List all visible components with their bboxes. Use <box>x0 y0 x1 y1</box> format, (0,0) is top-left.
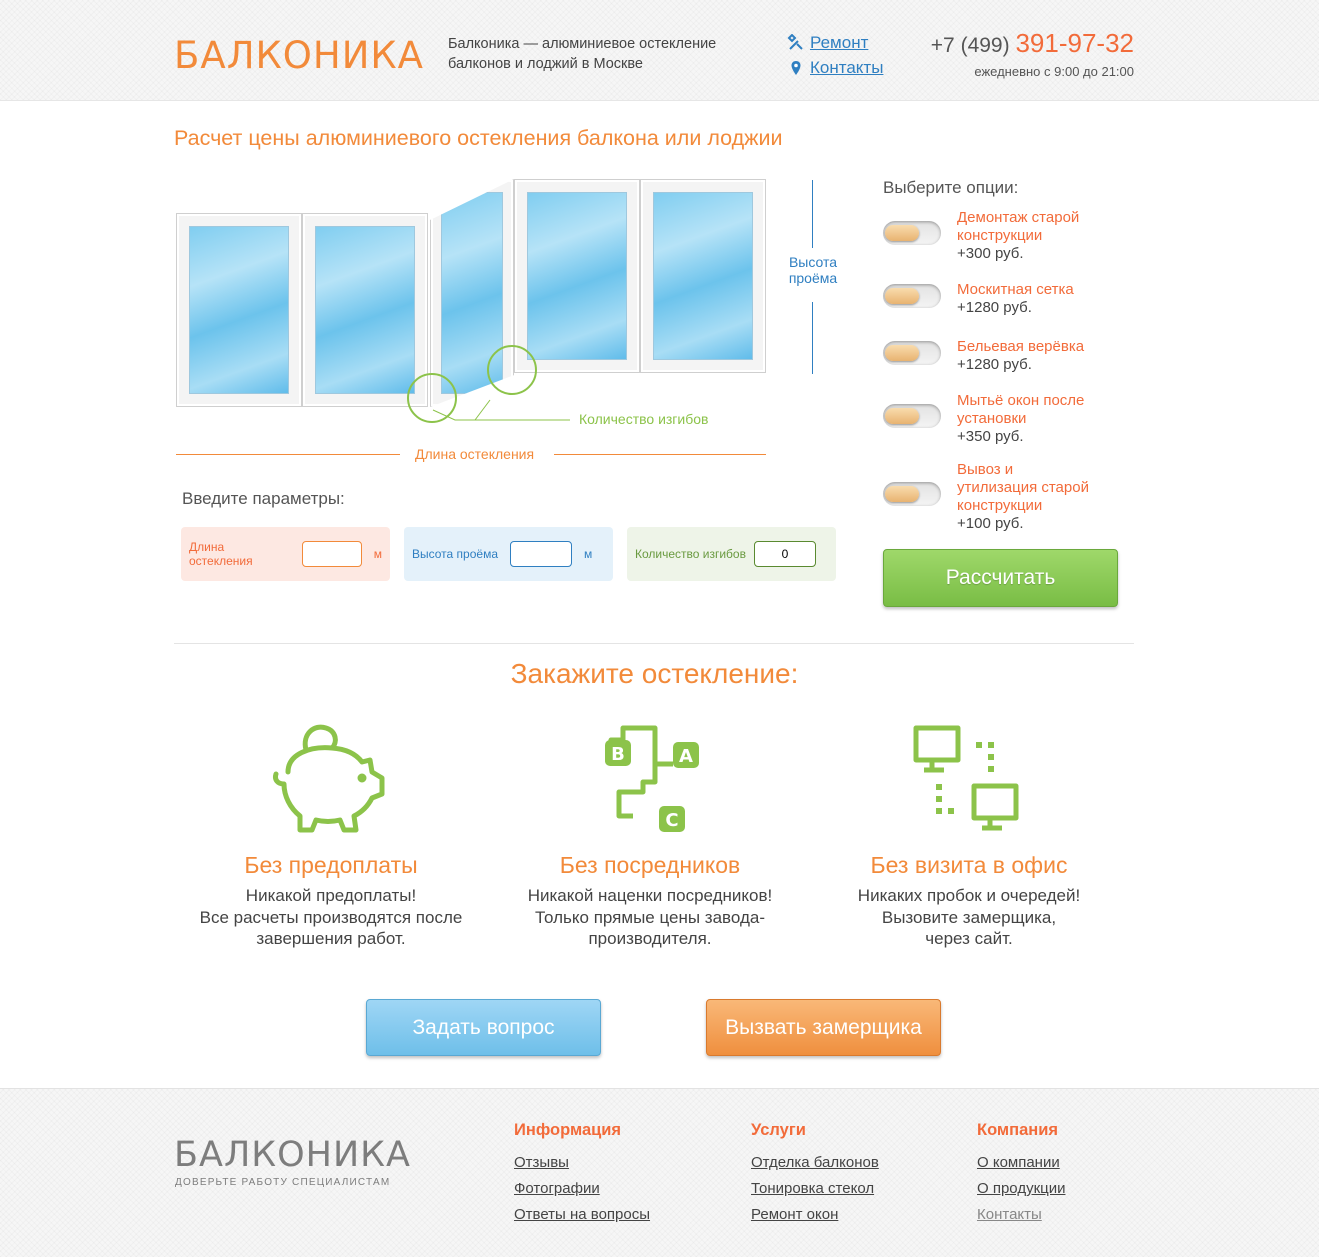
calculate-button[interactable]: Рассчитать <box>883 549 1118 607</box>
option-name: Демонтаж старой <box>957 209 1080 226</box>
site-header <box>0 0 1319 101</box>
feature-title: Без визита в офис <box>870 852 1068 878</box>
height-arrow-bottom <box>812 302 813 374</box>
feature-text-line: Только прямые цены завода- <box>534 907 765 927</box>
param-height-unit: м <box>584 547 593 561</box>
phone-main: 391-97-32 <box>1015 28 1134 58</box>
feature-no-middlemen <box>490 720 810 950</box>
footer-column-services <box>751 1121 879 1232</box>
param-length <box>181 527 390 581</box>
footer-link[interactable]: Контакты <box>977 1206 1042 1223</box>
section-divider <box>174 643 1134 644</box>
footer-logo[interactable]: БАЛКОНИКА <box>174 1135 411 1175</box>
option-dismantle <box>883 209 1079 263</box>
feature-text-line: завершения работ. <box>256 929 406 948</box>
feature-text-line: Никакой наценки посредников! <box>527 886 773 905</box>
params-title: Введите параметры: <box>182 489 345 508</box>
svg-text:C: C <box>665 810 679 831</box>
bend-marker <box>487 345 537 395</box>
footer-link[interactable]: Тонировка стекол <box>751 1180 875 1197</box>
phone-number[interactable] <box>931 28 1134 59</box>
param-length-label: Длина остекления <box>189 540 253 568</box>
window-pane <box>514 179 640 373</box>
param-height-label: Высота проёма <box>412 547 498 561</box>
height-label-line2: проёма <box>788 270 838 286</box>
tools-icon <box>787 34 805 52</box>
option-name: Бельевая верёвка <box>957 338 1085 355</box>
feature-text-line: Все расчеты производятся после <box>199 907 463 927</box>
option-name: установки <box>957 410 1027 427</box>
length-arrow-right <box>554 454 766 455</box>
window-pane <box>302 213 428 407</box>
option-removal <box>883 461 1089 533</box>
feature-no-prepayment <box>171 720 491 950</box>
height-arrow-top <box>812 180 813 248</box>
nav-link-repair[interactable] <box>787 33 868 53</box>
feature-text-line: Вызовите замерщика, <box>881 907 1057 927</box>
site-logo[interactable]: БАЛКОНИКА <box>174 34 424 77</box>
footer-link[interactable]: О компании <box>977 1154 1060 1171</box>
option-clothesline <box>883 338 1084 374</box>
param-height <box>404 527 613 581</box>
footer-link[interactable]: О продукции <box>977 1180 1066 1197</box>
height-label <box>787 254 839 286</box>
footer-column-company <box>977 1121 1065 1232</box>
bends-input[interactable] <box>754 541 816 567</box>
bends-label: Количество изгибов <box>579 411 709 427</box>
route-abc-icon <box>585 720 715 838</box>
site-tagline: Балконика — алюминиевое остекление балконов и лоджий в Москве <box>448 36 717 72</box>
length-input[interactable] <box>302 541 362 567</box>
option-toggle[interactable] <box>883 341 941 365</box>
feature-text-line: Никаких пробок и очередей! <box>857 886 1081 905</box>
order-title: Закажите остекление: <box>510 658 799 689</box>
piggy-bank-icon <box>266 720 396 838</box>
nav-link-contacts-label[interactable]: Контакты <box>810 58 884 77</box>
footer-column-title: Компания <box>977 1121 1059 1139</box>
feature-text-line: Никакой предоплаты! <box>245 886 417 905</box>
option-mosquito-net <box>883 281 1074 317</box>
balcony-diagram <box>174 175 774 415</box>
option-price: +1280 руб. <box>957 299 1032 316</box>
footer-link[interactable]: Ответы на вопросы <box>514 1206 651 1223</box>
height-label-line1: Высота <box>788 254 838 270</box>
option-name: Вывоз и <box>957 461 1014 478</box>
footer-link[interactable]: Отделка балконов <box>751 1154 879 1171</box>
footer-column-info <box>514 1121 650 1232</box>
map-pin-icon <box>787 59 805 77</box>
working-hours: ежедневно с 9:00 до 21:00 <box>974 64 1134 79</box>
ask-question-button[interactable]: Задать вопрос <box>366 999 601 1056</box>
footer-link[interactable]: Отзывы <box>514 1154 569 1171</box>
nav-link-contacts[interactable] <box>787 58 883 78</box>
option-toggle[interactable] <box>883 221 941 245</box>
window-pane <box>176 213 302 407</box>
height-input[interactable] <box>510 541 572 567</box>
length-label: Длина остекления <box>415 446 535 462</box>
footer-link[interactable]: Фотографии <box>514 1180 600 1197</box>
option-toggle[interactable] <box>883 404 941 428</box>
option-price: +350 руб. <box>957 428 1024 445</box>
footer-slogan: ДОВЕРЬТЕ РАБОТУ СПЕЦИАЛИСТАМ <box>175 1177 391 1188</box>
param-length-unit: м <box>373 547 382 561</box>
feature-title: Без предоплаты <box>244 852 418 878</box>
calculator-title: Расчет цены алюминиевого остекления балкона или лоджии <box>174 126 783 150</box>
computers-connection-icon <box>904 720 1034 838</box>
site-footer <box>0 1088 1319 1257</box>
option-name: Москитная сетка <box>957 281 1074 298</box>
option-price: +1280 руб. <box>957 356 1032 373</box>
bend-pointer-lines <box>400 390 600 430</box>
svg-text:B: B <box>611 744 625 765</box>
option-window-washing <box>883 392 1084 446</box>
option-name: конструкции <box>957 227 1043 244</box>
feature-text-line: производителя. <box>588 929 712 948</box>
footer-column-title: Информация <box>514 1121 622 1139</box>
footer-link[interactable]: Ремонт окон <box>751 1206 839 1223</box>
feature-title: Без посредников <box>559 852 741 878</box>
option-toggle[interactable] <box>883 482 941 506</box>
feature-text-line: через сайт. <box>925 929 1013 948</box>
option-toggle[interactable] <box>883 284 941 308</box>
svg-text:A: A <box>679 746 693 767</box>
options-title: Выберите опции: <box>883 178 1019 197</box>
option-name: Мытьё окон после <box>957 392 1085 409</box>
window-pane <box>640 179 766 373</box>
option-name: конструкции <box>957 497 1043 514</box>
option-price: +300 руб. <box>957 245 1024 262</box>
phone-prefix: +7 (499) <box>930 34 1010 57</box>
option-name: утилизация старой <box>957 479 1089 496</box>
footer-column-title: Услуги <box>751 1121 806 1139</box>
length-arrow-left <box>176 454 400 455</box>
feature-no-office-visit <box>809 720 1129 950</box>
param-bends-label: Количество изгибов <box>635 547 746 561</box>
nav-link-repair-label[interactable]: Ремонт <box>810 33 869 52</box>
param-bends <box>627 527 836 581</box>
option-price: +100 руб. <box>957 515 1024 532</box>
call-measurer-button[interactable]: Вызвать замерщика <box>706 999 941 1056</box>
